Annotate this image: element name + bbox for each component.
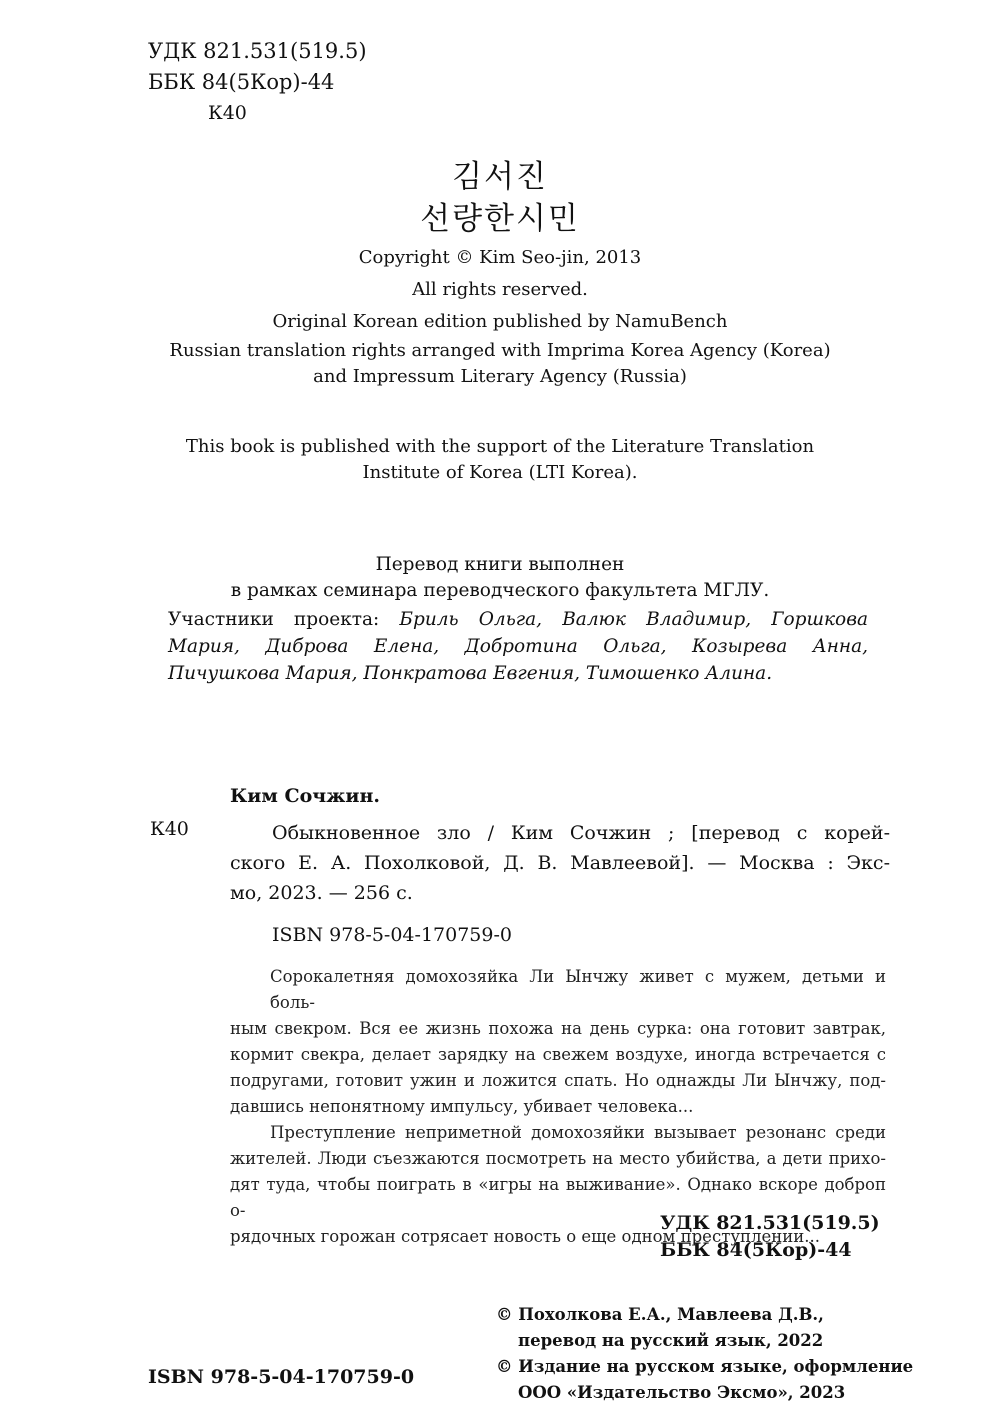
participants-label: Участники проекта: xyxy=(168,609,380,630)
annotation-p2-line-3: дят туда, чтобы поиграть в «игры на выживание». Однако вскоре доброп о- xyxy=(230,1175,886,1220)
participants-line-1: Бриль Ольга, Валюк Владимир, Горшкова xyxy=(399,609,868,630)
annotation-p1-line-4: подругами, готовит ужин и ложится спать. Но однажды Ли Ынчжу, под- xyxy=(230,1071,886,1090)
copyright-translation: перевод на русский язык, 2022 xyxy=(518,1331,824,1350)
translation-line-1: Перевод книги выполнен xyxy=(375,554,625,575)
copyright-line: Copyright © Kim Seo-jin, 2013 xyxy=(358,247,642,268)
annotation-p2-line-1: Преступление неприметной домохозяйки вызывает резонанс среди xyxy=(270,1123,886,1142)
translation-line-2: в рамках семинара переводческого факультета МГЛУ. xyxy=(230,580,770,601)
rights-reserved: All rights reserved. xyxy=(412,279,588,300)
copyright-edition: © Издание на русском языке, оформление xyxy=(496,1357,914,1376)
annotation-p2-line-4: рядочных горожан сотрясает новость о еще одном преступлении... xyxy=(230,1227,820,1246)
footer-udk: УДК 821.531(519.5) xyxy=(660,1212,880,1234)
support-note xyxy=(0,434,1000,486)
footer-isbn: ISBN 978-5-04-170759-0 xyxy=(148,1366,415,1388)
participants-line-2: Мария, Диброва Елена, Добротина Ольга, Козырева Анна, xyxy=(168,636,868,657)
translation-rights-1: Russian translation rights arranged with Imprima Korea Agency (Korea) xyxy=(169,340,831,361)
bib-description xyxy=(230,818,890,908)
footer-classification xyxy=(660,1210,880,1264)
author-sign-code: К40 xyxy=(208,102,247,124)
translation-rights-2: and Impressum Literary Agency (Russia) xyxy=(313,366,687,387)
annotation-p1-line-5: давшись непонятному импульсу, убивает человека... xyxy=(230,1097,694,1116)
korean-author: 김서진 xyxy=(452,159,548,195)
annotation-p1-line-2: ным свекром. Вся ее жизнь похожа на день сурка: она готовит завтрак, xyxy=(230,1019,886,1038)
annotation-p1-line-1: Сорокалетняя домохозяйка Ли Ынчжу живет с мужем, детьми и боль- xyxy=(270,967,886,1012)
bib-line-2: ского Е. А. Похолковой, Д. В. Мавлеевой]. — Москва : Экс- xyxy=(230,852,890,874)
annotation-p2-line-2: жителей. Люди съезжаются посмотреть на место убийства, а дети прихо- xyxy=(230,1149,886,1168)
footer-bbk: ББК 84(5Кор)-44 xyxy=(660,1239,852,1261)
bib-author: Ким Сочжин. xyxy=(230,785,380,807)
bib-line-1: Обыкновенное зло / Ким Сочжин ; [перевод с корей- xyxy=(272,822,890,844)
korean-title: 선량한시민 xyxy=(420,201,580,237)
annotation xyxy=(230,964,886,1250)
udk-code: УДК 821.531(519.5) xyxy=(148,39,367,63)
bib-line-3: мо, 2023. — 256 с. xyxy=(230,882,413,904)
support-line-1: This book is published with the support of the Literature Translation xyxy=(185,436,815,457)
bib-code: К40 xyxy=(150,818,189,840)
support-line-2: Institute of Korea (LTI Korea). xyxy=(362,462,638,483)
original-edition: Original Korean edition published by NamuBench xyxy=(272,311,728,332)
rights-block xyxy=(0,242,1000,390)
annotation-p1-line-3: кормит свекра, делает зарядку на свежем воздухе, иногда встречается с xyxy=(230,1045,886,1064)
participants-line-3: Пичушкова Мария, Понкратова Евгения, Тимошенко Алина. xyxy=(168,663,773,684)
bib-isbn: ISBN 978-5-04-170759-0 xyxy=(272,924,512,946)
bbk-code: ББК 84(5Кор)-44 xyxy=(148,70,335,94)
korean-original-block xyxy=(0,156,1000,240)
copyright-publisher: ООО «Издательство Эксмо», 2023 xyxy=(518,1383,846,1402)
participants-block xyxy=(168,606,868,687)
footer-copyright xyxy=(496,1302,913,1406)
translation-note xyxy=(0,552,1000,604)
copyright-translators: © Похолкова Е.А., Мавлеева Д.В., xyxy=(496,1305,824,1324)
classification-header xyxy=(148,36,367,129)
